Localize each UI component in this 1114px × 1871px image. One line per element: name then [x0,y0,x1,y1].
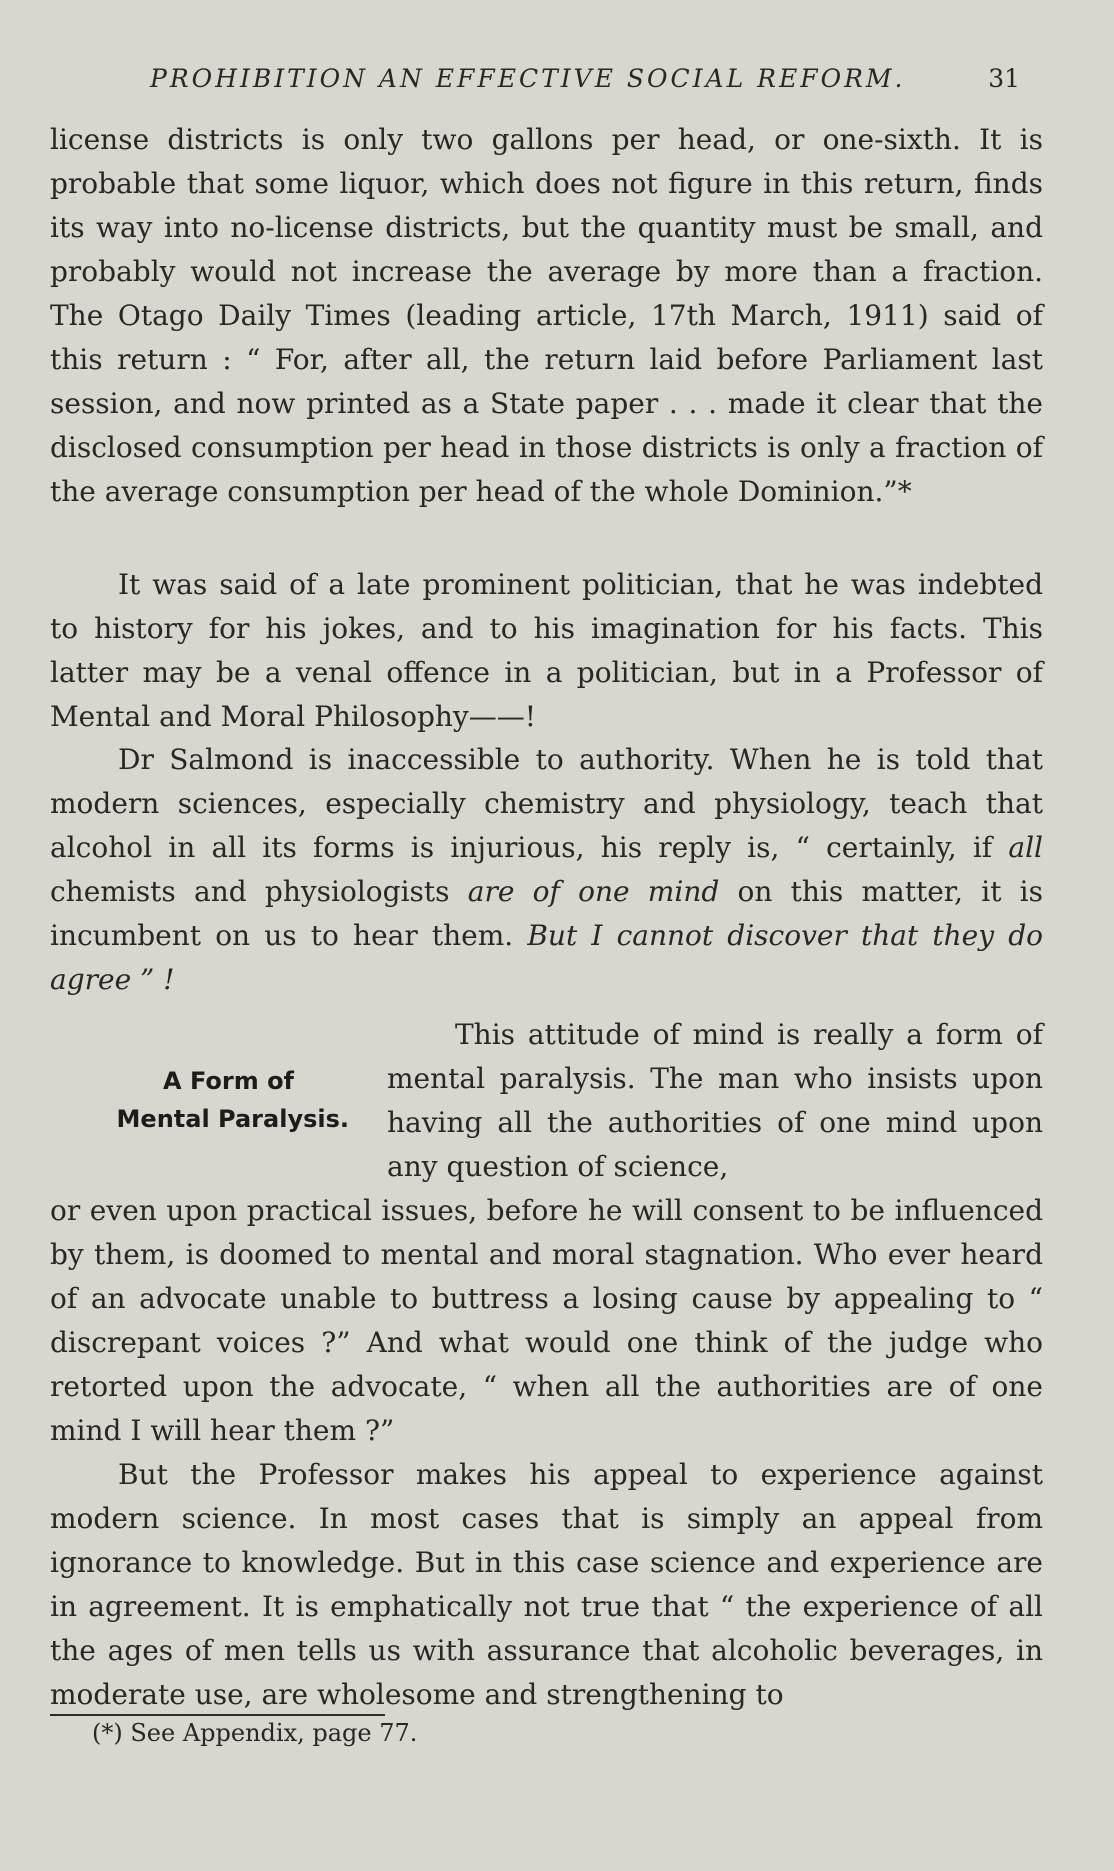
paragraph-4-top [387,1013,1043,1189]
paragraph-3-part-c: on this matter, it is incumbent on us to hear them. [50,875,1044,952]
paragraph-1 [50,118,1043,514]
paragraph-5 [50,1453,1043,1717]
paragraph-3 [50,738,1043,1002]
sidenote-line-2: Mental Paralysis. [116,1105,349,1133]
footnote-rule [50,1714,385,1716]
paragraph-5-text: But the Professor makes his appeal to experience against modern science. In most cases that is simply an appeal from ignorance to knowledge. But in this case science and experience are in agreement. It is emphatically not true that “ the experience of all the ages of men tells us with assurance that alcoholic beverages, in moderate use, are wholesome and strengthening to [50,1458,1043,1711]
paragraph-3-part-b: chemists and physiologists [50,875,468,908]
paragraph-1-text: license districts is only two gallons per head, or one-sixth. It is probable that some liquor, which does not figure in this return, finds its way into no-license districts, but the quantity must be small, and probably would not increase the average by more than a fraction. The Otago Daily Times (leading article, 17th March, 1911) said of this return : “ For, after all, the return laid before Parliament last session, and now printed as a State paper . . . made it clear that the disclosed consumption per head in those districts is only a fraction of the average consumption per head of the whole Dominion.”* [50,123,1043,508]
paragraph-3-text [50,738,1043,1002]
paragraph-4-bottom [50,1189,1043,1453]
paragraph-3-part-a: Dr Salmond is inaccessible to authority. When he is told that modern sciences, especially chemistry and physiology, teach that alcohol in all its forms is injurious, his reply is, “ certainly, if [50,743,1043,864]
running-head-title: PROHIBITION AN EFFECTIVE SOCIAL REFORM. [150,64,906,93]
emphasis-one-mind: are of one mind [467,875,720,908]
sidenote-line-1: A Form of [163,1067,294,1095]
paragraph-4-bottom-text: or even upon practical issues, before he will consent to be influenced by them, is doomed to mental and moral stagnation. Who ever heard of an advocate unable to buttress a losing cause by appealing to “ discrepant voices ?” And what would one think of the judge who retorted upon the advocate, “ when all the authorities are of one mind I will hear them ?” [50,1194,1043,1447]
page-number: 31 [988,64,1020,93]
footnote: (*) See Appendix, page 77. [92,1719,418,1747]
paragraph-4-top-text: This attitude of mind is really a form of mental paralysis. The man who insists upon having all the authorities of one mind upon any question of science, [387,1018,1043,1183]
paragraph-2-text: It was said of a late prominent politician, that he was indebted to history for his jokes, and to his imagination for his facts. This latter may be a venal offence in a politician, but in a Professor of Mental and Moral Philosophy——! [50,568,1043,733]
emphasis-quote-end: But I cannot discover that they do agree ” ! [50,919,1044,996]
emphasis-all: all [1008,831,1043,864]
paragraph-2 [50,563,1043,739]
